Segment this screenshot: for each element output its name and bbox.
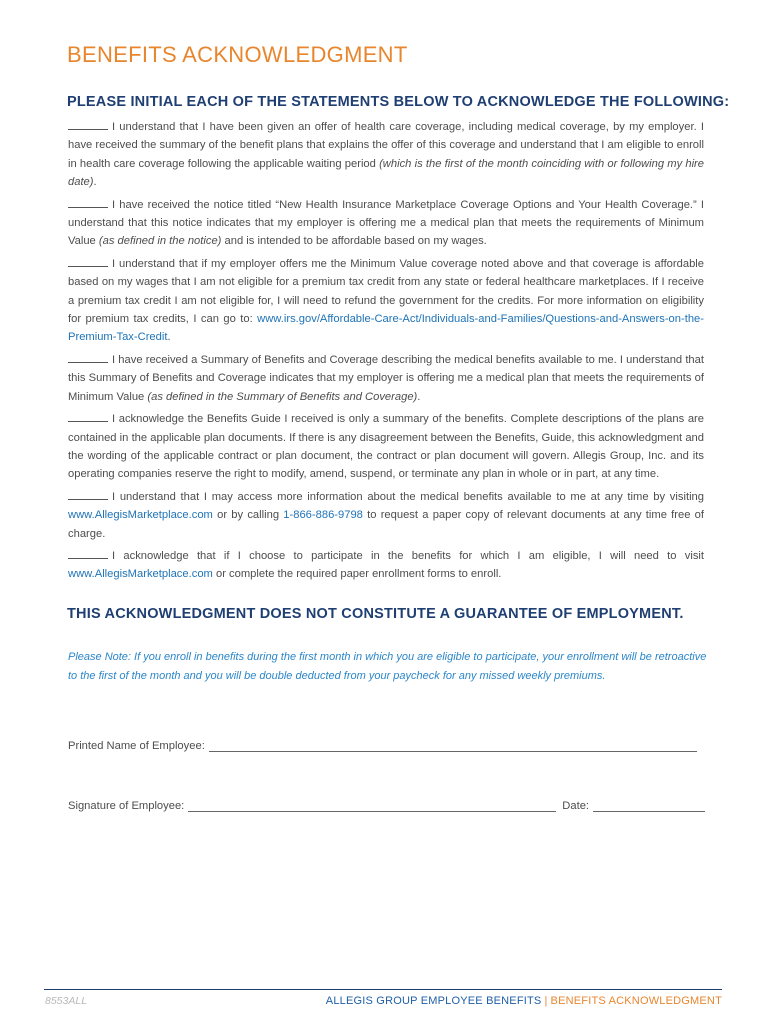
initial-blank-4[interactable] (68, 351, 108, 363)
footer-doc-name: BENEFITS ACKNOWLEDGMENT (550, 995, 722, 1007)
initial-blank-5[interactable] (68, 410, 108, 422)
statements-list (68, 118, 704, 588)
statement-2: I have received the notice titled “New Health Insurance Marketplace Coverage Options and Your Health Coverage.” I understand that this notice indicates that my employer is offering me a medical plan that meets the requirements of Minimum Value (as defined in the notice) and is intended to be affordable based on my wages. (68, 196, 704, 251)
initial-blank-6[interactable] (68, 488, 108, 500)
initial-blank-2[interactable] (68, 196, 108, 208)
marketplace-link[interactable]: www.AllegisMarketplace.com (68, 509, 213, 522)
please-note: Please Note: If you enroll in benefits during the first month in which you are eligible to participate, your enrollment will be retroactive to the first of the month and you will be double deducted from your paycheck for any missed weekly premiums. (68, 651, 707, 682)
date-field[interactable] (593, 801, 705, 812)
date-label: Date: (562, 800, 590, 812)
initial-blank-3[interactable] (68, 255, 108, 267)
footer-separator: | (544, 995, 548, 1007)
printed-name-row (68, 740, 697, 752)
statement-6: I understand that I may access more information about the medical benefits available to me at any time by visiting www.AllegisMarketplace.com or by calling 1-866-886-9798 to request a paper copy of relevant documents at any time free of charge. (68, 488, 704, 543)
instructions-heading: PLEASE INITIAL EACH OF THE STATEMENTS BELOW TO ACKNOWLEDGE THE FOLLOWING: (67, 94, 730, 110)
initial-blank-1[interactable] (68, 118, 108, 130)
statement-5: I acknowledge the Benefits Guide I received is only a summary of the benefits. Complete descriptions of the plans are contained in the applicable plan documents. If there is any disagreement between the Benefits, Guide, this acknowledgment and the wording of the applicable contract or plan document, the contract or plan document will govern. Allegis Group, Inc. and its operating companies reserve the right to modify, amend, suspend, or terminate any plan in whole or in part, at any time. (68, 410, 704, 484)
employment-disclaimer: THIS ACKNOWLEDGMENT DOES NOT CONSTITUTE A GUARANTEE OF EMPLOYMENT. (67, 606, 684, 622)
marketplace-link-2[interactable]: www.AllegisMarketplace.com (68, 568, 213, 581)
footer-title (326, 995, 722, 1007)
signature-label: Signature of Employee: (68, 800, 185, 812)
footer-divider (44, 989, 722, 990)
printed-name-field[interactable] (209, 741, 697, 752)
initial-blank-7[interactable] (68, 547, 108, 559)
footer-company: ALLEGIS GROUP EMPLOYEE BENEFITS (325, 995, 542, 1007)
signature-field[interactable] (188, 801, 556, 812)
statement-4: I have received a Summary of Benefits and Coverage describing the medical benefits available to me. I understand that this Summary of Benefits and Coverage indicates that my employer is offering me a medical plan that meets the requirements of Minimum Value (as defined in the Summary of Benefits and Coverage). (68, 351, 704, 406)
signature-row (68, 800, 705, 812)
irs-link[interactable]: www.irs.gov/Affordable-Care-Act/Individuals-and-Families/Questions-and-Answers-on-the-Premium-Tax-Credit (68, 313, 704, 344)
statement-3: I understand that if my employer offers me the Minimum Value coverage noted above and that coverage is affordable based on my wages that I am not eligible for a premium tax credit from any state or federal healthcare marketplaces. If I receive a premium tax credit I am not eligible for, I will need to refund the government for the credits. For more information on eligibility for premium tax credits, I can go to: www.irs.gov/Affordable-Care-Act/Individuals-and-Families/Questions-and-Answers-on-the-Premium-Tax-Credit. (68, 255, 704, 347)
statement-7: I acknowledge that if I choose to participate in the benefits for which I am eligible, I will need to visit www.AllegisMarketplace.com or complete the required paper enrollment forms to enroll. (68, 547, 704, 584)
form-code: 8553ALL (45, 995, 88, 1007)
page-title: BENEFITS ACKNOWLEDGMENT (67, 42, 408, 67)
phone-link[interactable]: 1-866-886-9798 (283, 509, 363, 522)
printed-name-label: Printed Name of Employee: (68, 740, 205, 752)
statement-1: I understand that I have been given an offer of health care coverage, including medical coverage, by my employer. I have received the summary of the benefit plans that explains the offer of this coverage and understand that I am eligible to enroll in health care coverage following the applicable waiting period (which is the first of the month coinciding with or following my hire date). (68, 118, 704, 192)
